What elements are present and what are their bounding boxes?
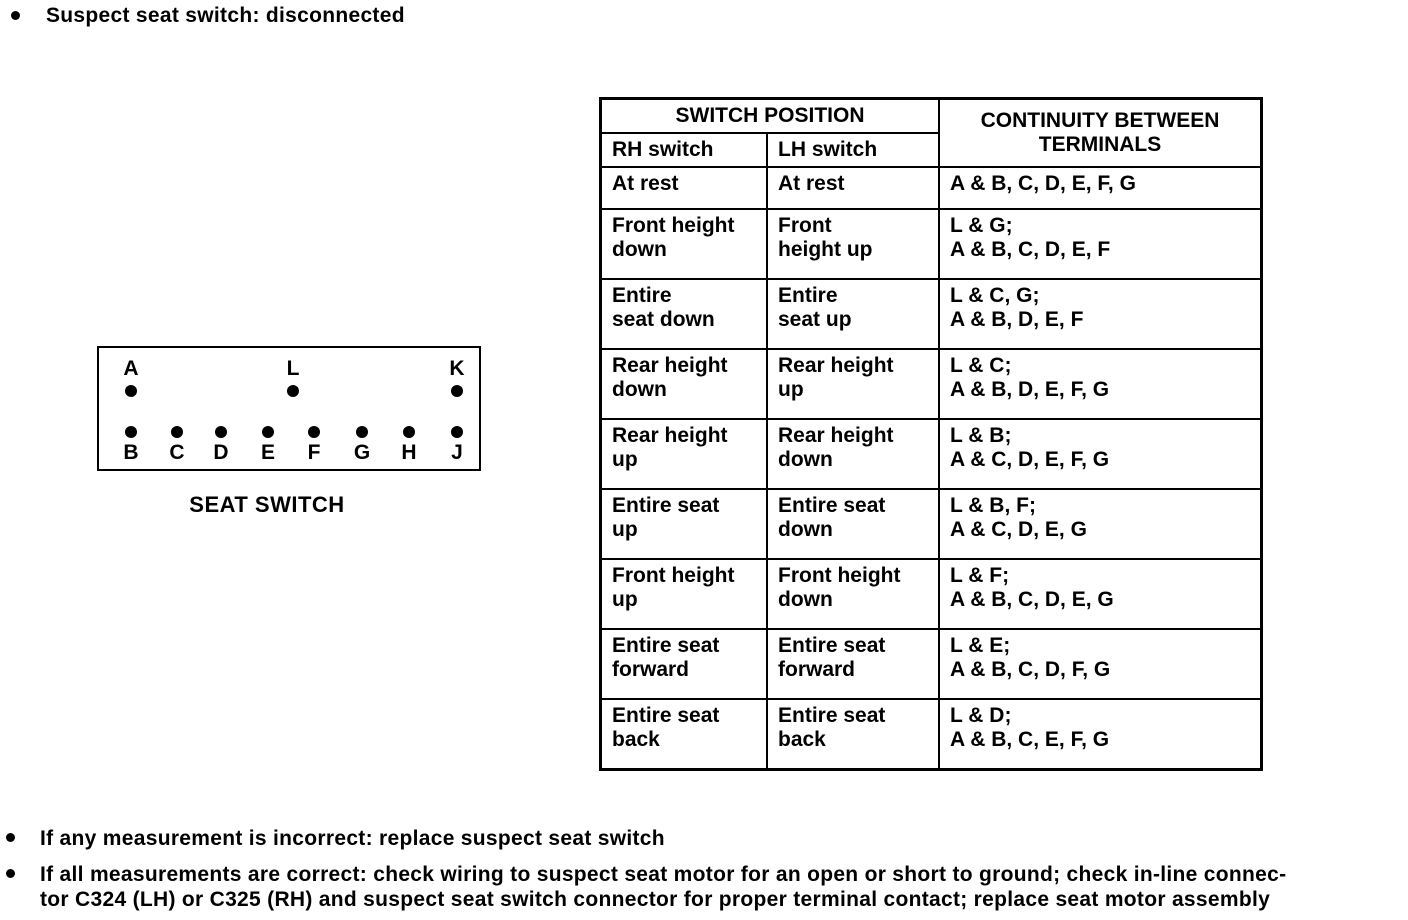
continuity-cell-line: L & F; [950,564,1010,587]
pin-dot-icon [403,426,415,438]
continuity-cell [939,699,1262,770]
table-row [601,419,1262,489]
rh-cell [601,279,768,349]
lh-cell-line: Rear height [778,424,894,447]
lh-cell [767,419,939,489]
lh-cell [767,279,939,349]
pin-dot-icon [171,426,183,438]
header-lh-switch: LH switch [767,133,939,167]
continuity-cell-line: A & B, C, D, F, G [950,658,1111,681]
lh-cell [767,349,939,419]
pin-label-bottom: B [123,441,139,464]
header-rh-switch: RH switch [601,133,768,167]
continuity-cell-line: A & B, D, E, F [950,308,1084,331]
pin-label-top: K [449,357,465,380]
table-row [601,209,1262,279]
lh-cell-line: forward [778,658,856,681]
table-row [601,699,1262,770]
continuity-cell-line: A & B, C, D, E, F [950,238,1111,261]
rh-cell-line: up [612,518,638,541]
bullet-icon [6,833,15,842]
pin-dot-icon [125,385,137,397]
table-row [601,349,1262,419]
rh-cell-line: Front height [612,214,735,237]
lh-cell [767,629,939,699]
lh-cell-line: down [778,518,833,541]
continuity-cell-line: L & G; [950,214,1013,237]
lh-cell-line: back [778,728,826,751]
rh-cell-line: Entire seat [612,634,720,657]
pin-label-top: A [123,357,139,380]
continuity-cell-line: A & C, D, E, G [950,518,1087,541]
rh-cell-line: back [612,728,660,751]
continuity-cell-line: L & C; [950,354,1012,377]
lh-cell-line: Entire seat [778,634,886,657]
lh-cell [767,167,939,209]
header-continuity-line2: TERMINALS [1038,133,1162,156]
lh-cell-line: At rest [778,172,845,195]
footer-bullet-2 [40,862,1400,912]
rh-cell [601,419,768,489]
continuity-cell-line: L & D; [950,704,1012,727]
lh-cell-line: Front height [778,564,901,587]
continuity-cell-line: A & C, D, E, F, G [950,448,1110,471]
lh-cell-line: Entire seat [778,494,886,517]
lh-cell-line: Entire seat [778,704,886,727]
rh-cell-line: up [612,448,638,471]
continuity-cell [939,419,1262,489]
continuity-cell-line: A & B, C, D, E, F, G [950,172,1136,195]
table-body [601,167,1262,770]
lh-cell [767,559,939,629]
continuity-cell-line: A & B, C, E, F, G [950,728,1110,751]
pin-dot-icon [287,385,299,397]
lh-cell [767,489,939,559]
continuity-cell [939,629,1262,699]
pin-dot-icon [451,385,463,397]
rh-cell-line: Rear height [612,354,728,377]
header-continuity-line1: CONTINUITY BETWEEN [980,109,1220,132]
table-row [601,489,1262,559]
rh-cell [601,699,768,770]
pin-dot-icon [262,426,274,438]
rh-cell [601,167,768,209]
footer-bullet-2-line2: tor C324 (LH) or C325 (RH) and suspect seat switch connector for proper terminal contact; replace seat motor assembly [40,888,1271,911]
pin-label-top: L [286,357,300,380]
pin-dot-icon [215,426,227,438]
rh-cell-line: seat down [612,308,715,331]
footer-bullet-1: If any measurement is incorrect: replace suspect seat switch [40,827,665,850]
rh-cell [601,489,768,559]
continuity-cell-line: L & E; [950,634,1011,657]
rh-cell-line: up [612,588,638,611]
pin-label-bottom: H [401,441,417,464]
rh-cell-line: down [612,378,667,401]
rh-cell-line: Entire seat [612,494,720,517]
pin-label-bottom: E [260,441,275,464]
lh-cell-line: Entire [778,284,838,307]
continuity-cell [939,489,1262,559]
bullet-icon [11,11,20,20]
continuity-cell [939,349,1262,419]
bullet-icon [6,869,15,878]
pin-label-bottom: G [353,441,371,464]
pin-label-bottom: J [451,441,463,464]
pin-dot-icon [451,426,463,438]
rh-cell [601,559,768,629]
header-continuity [939,99,1262,168]
rh-cell-line: At rest [612,172,679,195]
pin-label-bottom: D [213,441,229,464]
lh-cell-line: down [778,588,833,611]
continuity-cell [939,559,1262,629]
rh-cell-line: Front height [612,564,735,587]
table-row [601,629,1262,699]
rh-cell-line: forward [612,658,690,681]
table-row [601,559,1262,629]
table-row [601,167,1262,209]
lh-cell-line: Rear height [778,354,894,377]
lh-cell-line: down [778,448,833,471]
continuity-cell-line: L & B; [950,424,1012,447]
header-bullet-text: Suspect seat switch: disconnected [46,4,405,27]
continuity-cell [939,279,1262,349]
footer-bullet-2-line1: If all measurements are correct: check wiring to suspect seat motor for an open or short to ground; check in-line connec- [40,863,1287,886]
lh-cell-line: height up [778,238,873,261]
header-switch-position: SWITCH POSITION [601,99,940,134]
rh-cell-line: Rear height [612,424,728,447]
rh-cell [601,209,768,279]
lh-cell-line: Front [778,214,832,237]
lh-cell [767,699,939,770]
rh-cell-line: Entire seat [612,704,720,727]
continuity-cell-line: L & C, G; [950,284,1040,307]
pin-dot-icon [356,426,368,438]
continuity-cell [939,167,1262,209]
continuity-cell-line: L & B, F; [950,494,1036,517]
table-row [601,279,1262,349]
lh-cell-line: seat up [778,308,852,331]
continuity-table [599,97,1263,771]
continuity-cell-line: A & B, C, D, E, G [950,588,1114,611]
rh-cell-line: Entire [612,284,672,307]
seat-switch-diagram [97,346,481,471]
lh-cell-line: up [778,378,804,401]
rh-cell-line: down [612,238,667,261]
continuity-cell-line: A & B, D, E, F, G [950,378,1110,401]
continuity-cell [939,209,1262,279]
lh-cell [767,209,939,279]
pin-label-bottom: C [169,441,185,464]
pin-label-bottom: F [307,441,321,464]
rh-cell [601,629,768,699]
pin-dot-icon [308,426,320,438]
rh-cell [601,349,768,419]
pin-dot-icon [125,426,137,438]
seat-switch-caption: SEAT SWITCH [189,492,345,517]
